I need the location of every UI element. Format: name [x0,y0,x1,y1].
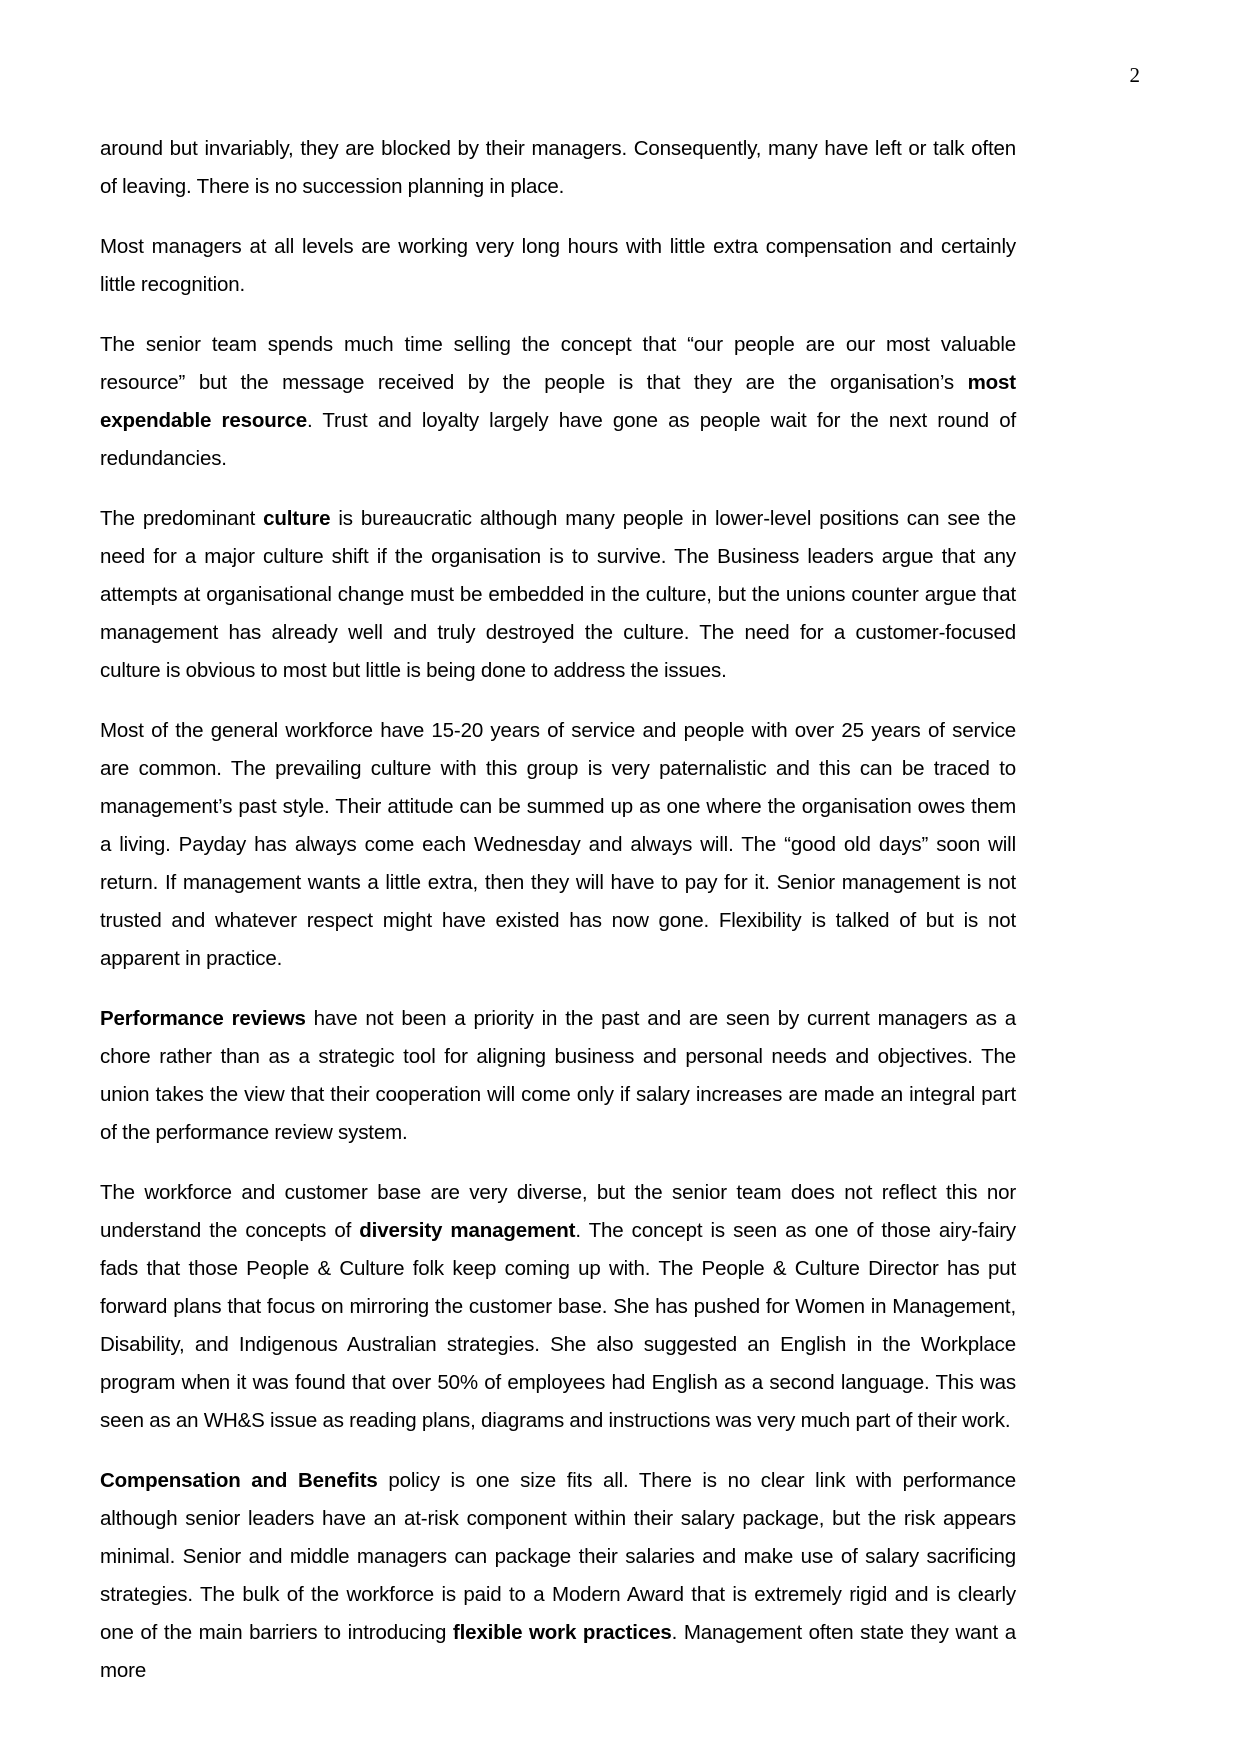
body-text: . Management often state they want a more [100,1621,1016,1682]
document-body [100,130,1016,1690]
emphasis-text: Compensation and Benefits [100,1469,378,1492]
paragraph [100,1462,1016,1690]
page-number: 2 [1129,63,1140,87]
page-header [100,62,1140,102]
body-text: The workforce and customer base are very diverse, but the senior team does not reflect this nor understand the concepts of [100,1181,1016,1242]
emphasis-text: Performance reviews [100,1007,306,1030]
body-text: The senior team spends much time selling the concept that “our people are our most valuable resource” but the message received by the people is that they are the organisation’s [100,333,1016,394]
body-text: . Trust and loyalty largely have gone as people wait for the next round of redundancies. [100,409,1017,470]
body-text: is bureaucratic although many people in lower-level positions can see the need for a major culture shift if the organisation is to survive. The Business leaders argue that any attempts at organisational change must be embedded in the culture, but the unions counter argue that management has already well and truly destroyed the culture. The need for a customer-focused culture is obvious to most but little is being done to address the issues. [100,507,1016,682]
emphasis-text: diversity management [359,1219,576,1242]
emphasis-text: flexible work practices [452,1621,672,1644]
body-text: . The concept is seen as one of those airy-fairy fads that those People & Culture folk keep coming up with. The People & Culture Director has put forward plans that focus on mirroring the customer base. She has pushed for Women in Management, Disability, and Indigenous Australian strategies. She also suggested an English in the Workplace program when it was found that over 50% of employees had English as a second language. This was seen as an WH&S issue as reading plans, diagrams and instructions was very much part of their work. [100,1219,1016,1432]
paragraph [100,712,1016,978]
paragraph [100,1174,1016,1440]
body-text: The predominant [100,507,264,530]
paragraph [100,326,1016,478]
paragraph [100,228,1016,304]
body-text: have not been a priority in the past and are seen by current managers as a chore rather than as a strategic tool for aligning business and personal needs and objectives. The union takes the view that their cooperation will come only if salary increases are made an integral part of the performance review system. [100,1007,1016,1144]
body-text: Most managers at all levels are working very long hours with little extra compensation and certainly little recognition. [100,235,1016,296]
emphasis-text: culture [263,507,331,530]
paragraph [100,500,1016,690]
body-text: policy is one size fits all. There is no clear link with performance although senior leaders have an at-risk component within their salary package, but the risk appears minimal. Senior and middle managers can package their salaries and make use of salary sacrificing strategies. The bulk of the workforce is paid to a Modern Award that is extremely rigid and is clearly one of the main barriers to introducing [100,1469,1016,1644]
body-text: around but invariably, they are blocked by their managers. Consequently, many have left or talk often of leaving. There is no succession planning in place. [100,137,1016,198]
paragraph [100,1000,1016,1152]
emphasis-text: most expendable resource [100,371,1016,432]
body-text: Most of the general workforce have 15-20 years of service and people with over 25 years of service are common. The prevailing culture with this group is very paternalistic and this can be traced to management’s past style. Their attitude can be summed up as one where the organisation owes them a living. Payday has always come each Wednesday and always will. The “good old days” soon will return. If management wants a little extra, then they will have to pay for it. Senior management is not trusted and whatever respect might have existed has now gone. Flexibility is talked of but is not apparent in practice. [100,719,1016,970]
paragraph [100,130,1016,206]
